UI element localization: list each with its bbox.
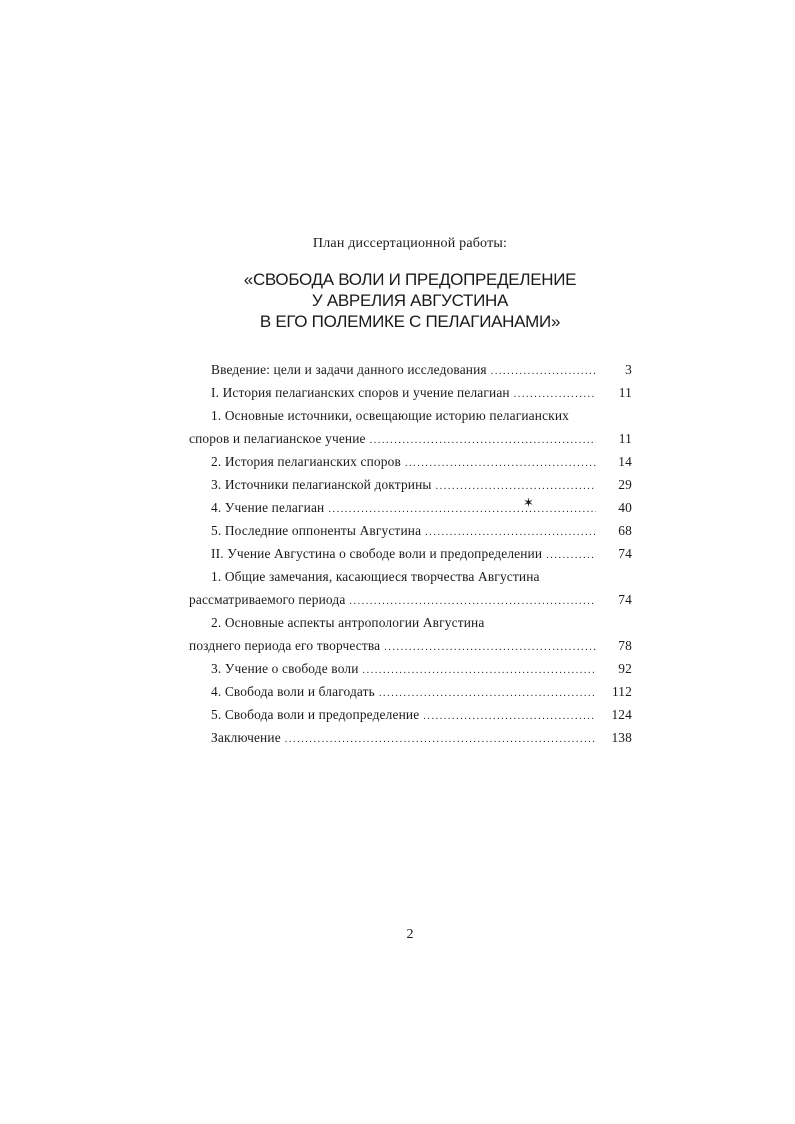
dot-leader [379, 682, 596, 705]
toc-page-number: 11 [618, 385, 632, 400]
toc-entry-conclusion [189, 726, 632, 749]
toc-page-number: 74 [618, 592, 632, 607]
toc-entry-2-1 [189, 565, 632, 611]
toc-entry-1-3 [189, 473, 632, 496]
toc-entry-text: I. История пелагианских споров и учение пелагиан [211, 385, 510, 400]
dot-leader [436, 475, 596, 498]
toc-entry-text: 4. Учение пелагиан [211, 500, 325, 515]
toc-entry-text: рассматриваемого периода [189, 592, 346, 607]
toc-entry-text: 2. История пелагианских споров [211, 454, 401, 469]
toc-entry-text-line1: 1. Основные источники, освещающие историю пелагианских [211, 408, 570, 423]
toc-page-number: 68 [618, 523, 632, 538]
toc-entry-text: споров и пелагианское учение [189, 431, 366, 446]
toc-entry-text: 5. Свобода воли и предопределение [211, 707, 420, 722]
toc-page-number: 29 [618, 477, 632, 492]
toc-page-number: 14 [618, 454, 632, 469]
toc-page-number: 11 [618, 431, 632, 446]
toc-entry-text: II. Учение Августина о свободе воли и предопределении [211, 546, 543, 561]
dot-leader [328, 498, 596, 521]
toc-entry-2-2 [189, 611, 632, 657]
toc-page-number: 40 [618, 500, 632, 515]
dot-leader [514, 383, 596, 406]
toc-entry-2-4 [189, 680, 632, 703]
toc-entry-text: Заключение [211, 730, 281, 745]
dot-leader [370, 429, 596, 452]
toc-entry-text-line1: 1. Общие замечания, касающиеся творчества Августина [211, 569, 540, 584]
toc-page-number: 112 [611, 684, 632, 699]
toc-entry-chapter-1 [189, 381, 632, 404]
dot-leader [423, 705, 596, 728]
toc-entry-1-2 [189, 450, 632, 473]
dot-leader [425, 521, 596, 544]
dot-leader [546, 544, 596, 567]
toc-entry-text: Введение: цели и задачи данного исследования [211, 362, 487, 377]
dissertation-title [0, 269, 795, 332]
toc-entry-text-line1: 2. Основные аспекты антропологии Августина [211, 615, 485, 630]
toc-page-number: 138 [611, 730, 632, 745]
toc-page-number: 78 [618, 638, 632, 653]
title-line: «СВОБОДА ВОЛИ И ПРЕДОПРЕДЕЛЕНИЕ [243, 270, 577, 289]
toc-entry-1-5 [189, 519, 632, 542]
table-of-contents [189, 358, 632, 749]
toc-page-number: 92 [618, 661, 632, 676]
page-number: 2 [406, 927, 414, 942]
dot-leader [363, 659, 596, 682]
toc-entry-1-4 [189, 496, 632, 519]
title-line: У АВРЕЛИЯ АВГУСТИНА [311, 291, 509, 310]
plan-heading: План диссертационной работы: [312, 236, 508, 251]
toc-page-number: 124 [611, 707, 632, 722]
dot-leader [491, 360, 596, 383]
toc-entry-2-3 [189, 657, 632, 680]
toc-entry-introduction [189, 358, 632, 381]
scan-speck-mark: ✶ [523, 496, 534, 511]
toc-entry-1-1 [189, 404, 632, 450]
toc-entry-text: 3. Учение о свободе воли [211, 661, 359, 676]
dot-leader [349, 590, 596, 613]
title-line: В ЕГО ПОЛЕМИКЕ С ПЕЛАГИАНАМИ» [259, 312, 561, 331]
toc-page-number: 74 [618, 546, 632, 561]
toc-entry-text: 3. Источники пелагианской доктрины [211, 477, 432, 492]
dot-leader [384, 636, 596, 659]
dot-leader [405, 452, 596, 475]
toc-entry-text: 4. Свобода воли и благодать [211, 684, 375, 699]
toc-entry-2-5 [189, 703, 632, 726]
toc-entry-text: 5. Последние оппоненты Августина [211, 523, 422, 538]
toc-page-number: 3 [625, 362, 632, 377]
toc-entry-chapter-2 [189, 542, 632, 565]
dot-leader [285, 728, 596, 751]
toc-entry-text: позднего периода его творчества [189, 638, 381, 653]
